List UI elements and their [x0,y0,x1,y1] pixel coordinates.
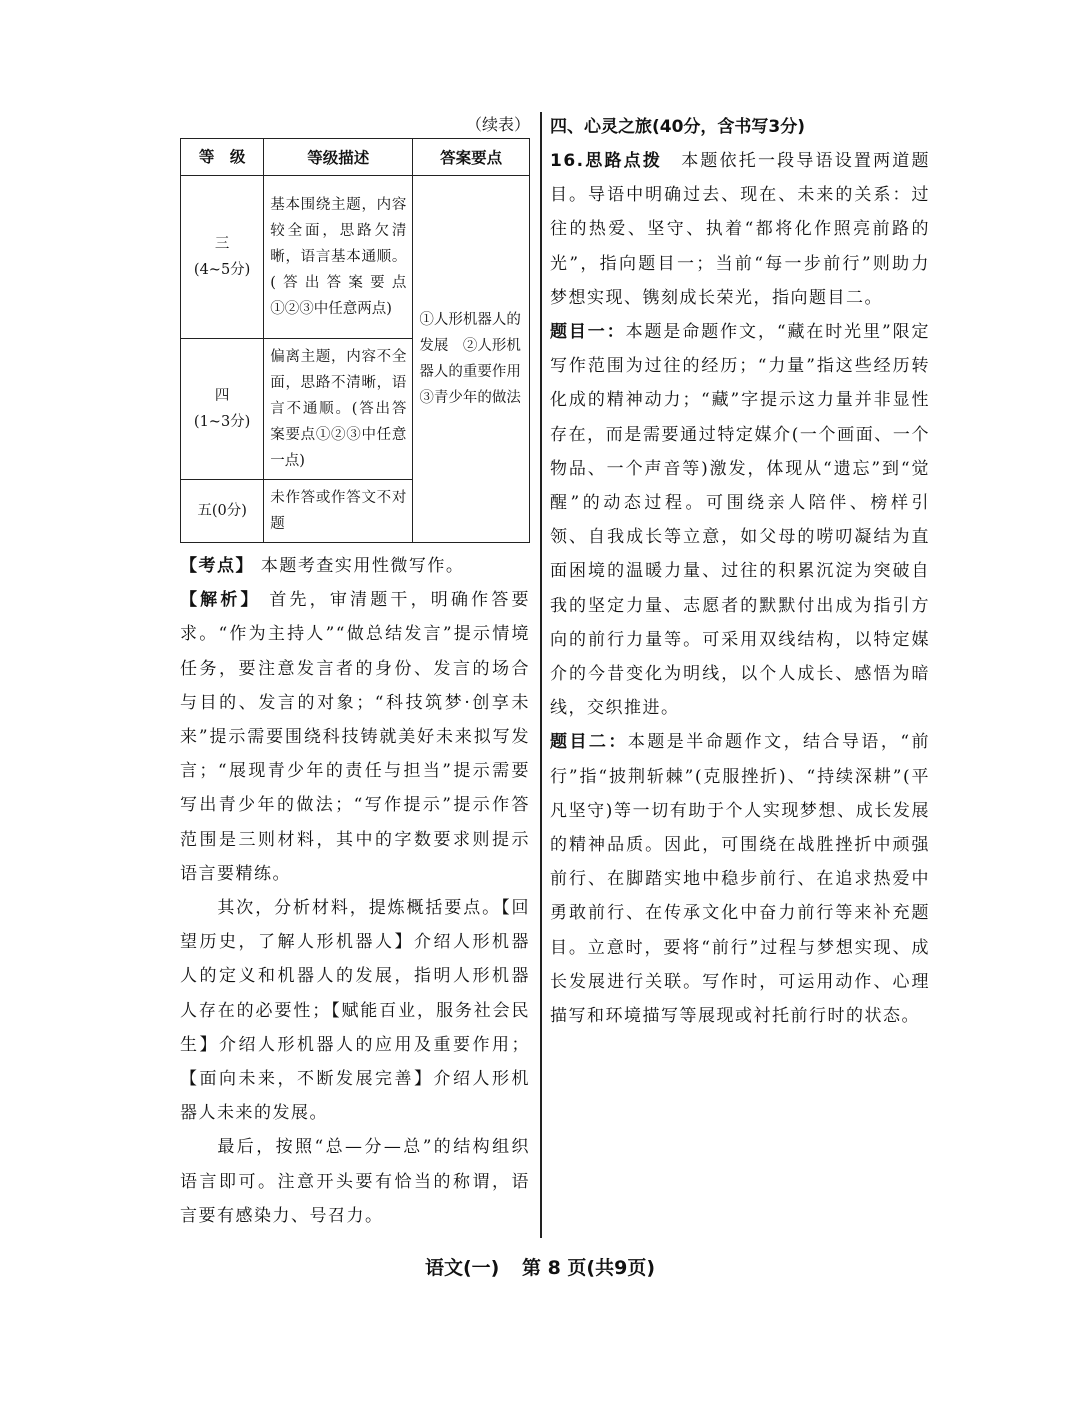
topic-one-paragraph [550,315,930,725]
jiexi-text: 首先，审清题干，明确作答要求。“作为主持人”“做总结发言”提示情境任务，要注意发言者的身份、发言的场合与目的、发言的对象；“科技筑梦·创享未来”提示需要围绕科技铸就美好未来拟写发言；“展现青少年的责任与担当”提示需要写出青少年的做法；“写作提示”提示作答范围是三则材料，其中的字数要求则提示语言要精练。 [180,590,531,884]
level-cell: 五(0分) [181,480,264,543]
topic-one-text: 本题是命题作文，“藏在时光里”限定写作范围为过往的经历；“力量”指这些经历转化成的精神动力；“藏”字提示这力量并非显性存在，而是需要通过特定媒介(一个画面、一个物品、一个声音等)激发，体现从“遗忘”到“觉醒”的动态过程。可围绕亲人陪伴、榜样引领、自我成长等立意，如父母的唠叨凝结为直面困境的温暖力量、过往的积累沉淀为突破自我的坚定力量、志愿者的默默付出成为指引方向的前行力量等。可采用双线结构，以特定媒介的今昔变化为明线，以个人成长、感悟为暗线，交织推进。 [550,322,930,719]
jiexi-label: 【解析】 [180,590,261,611]
header-description: 等级描述 [264,139,413,176]
q16-label: 16.思路点拨 [550,151,663,171]
level-cell [181,176,264,339]
q16-paragraph [550,144,930,315]
left-column [180,112,536,1233]
table-row [181,176,530,339]
header-answer-points: 答案要点 [413,139,530,176]
section-title: 四、心灵之旅(40分，含书写3分) [550,117,806,137]
analysis-paragraph-2: 其次，分析材料，提炼概括要点。【回望历史，了解人形机器人】介绍人形机器人的定义和机器人的发展，指明人形机器人存在的必要性；【赋能百业，服务社会民生】介绍人形机器人的应用及重要作用；【面向未来，不断发展完善】介绍人形机器人未来的发展。 [180,898,530,1124]
level-score: (1~3分) [193,414,251,430]
topic-one-label: 题目一： [550,322,626,343]
footer-subject: 语文(一) [424,1257,500,1279]
header-level: 等 级 [181,139,264,176]
description-cell: 未作答或作答文不对题 [264,480,413,543]
topic-two-paragraph [550,725,930,1033]
answer-points-cell: ①人形机器人的发展 ②人形机器人的重要作用 ③青少年的做法 [413,176,530,543]
footer-page-number: 第 8 页(共9页) [521,1257,656,1279]
level-score: (4~5分) [193,262,251,278]
level-cell [181,339,264,480]
kaodian-paragraph [180,549,530,583]
kaodian-text: 本题考查实用性微写作。 [254,556,465,576]
table-header-row [181,139,530,176]
topic-two-text: 本题是半命题作文，结合导语，“前行”指“披荆斩棘”(克服挫折)、“持续深耕”(平凡坚守)等一切有助于个人实现梦想、成长发展的精神品质。因此，可围绕在战胜挫折中顽强前行、在脚踏实地中稳步前行、在追求热爱中勇敢前行、在传承文化中奋力前行等来补充题目。立意时，要将“前行”过程与梦想实现、成长发展进行关联。写作时，可运用动作、心理描写和环境描写等展现或衬托前行时的状态。 [550,732,930,1027]
jiexi-paragraph [180,583,530,891]
page-footer [0,1253,1080,1280]
column-divider [540,112,542,1238]
q16-text: 本题依托一段导语设置两道题目。导语中明确过去、现在、未来的关系：过往的热爱、坚守、执着“都将化作照亮前路的光”，指向题目一；当前“每一步前行”则助力梦想实现、镌刻成长荣光，指向题目二。 [550,151,930,308]
continued-label: （续表） [465,115,530,134]
description-cell: 偏离主题，内容不全面，思路不清晰，语言不通顺。(答出答案要点①②③中任意一点) [264,339,413,480]
grading-table [180,138,536,543]
right-column [550,112,930,1033]
analysis-paragraph-3: 最后，按照“总—分—总”的结构组织语言即可。注意开头要有恰当的称谓，语言要有感染力、号召力。 [180,1137,530,1226]
topic-two-label: 题目二： [550,732,628,753]
level-name: 三 [214,236,230,252]
description-cell: 基本围绕主题，内容较全面，思路欠清晰，语言基本通顺。(答出答案要点①②③中任意两点) [264,176,413,339]
level-name: 四 [214,388,230,404]
kaodian-label: 【考点】 [180,556,254,576]
